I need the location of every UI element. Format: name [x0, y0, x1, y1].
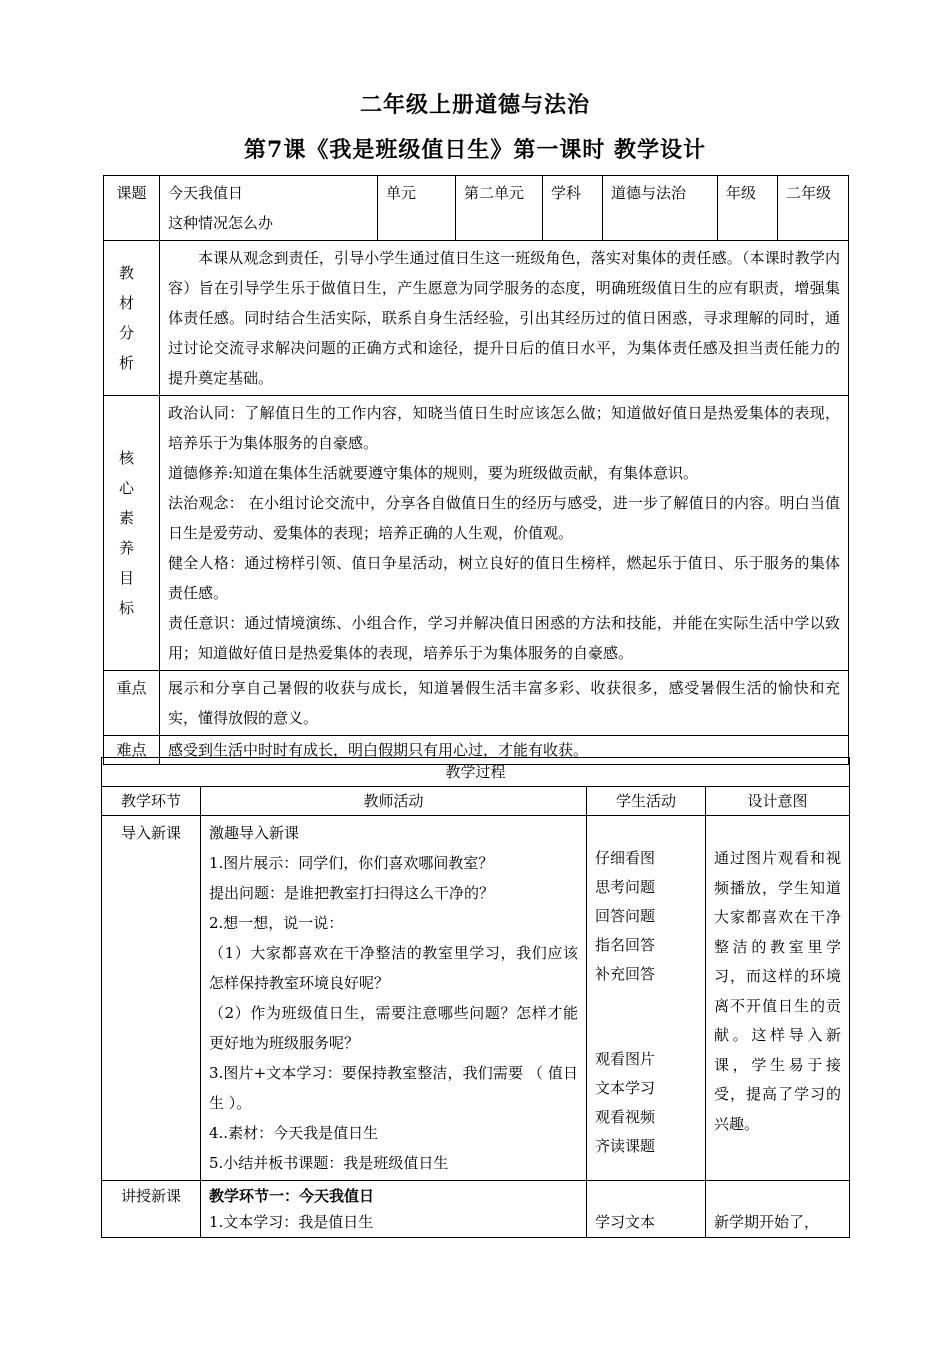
teacher-step: （1）大家都喜欢在干净整洁的教室里学习，我们应该怎样保持教室环境良好呢？ — [209, 944, 578, 992]
student-activity: 齐读课题 — [595, 1137, 656, 1155]
teacher-step: （2）作为班级值日生，需要注意哪些问题？怎样才能更好地为班级服务呢？ — [209, 1004, 578, 1052]
literacy-row — [104, 396, 849, 671]
analysis-label — [104, 241, 160, 396]
header-intent: 设计意图 — [706, 787, 850, 816]
subject-label: 学科 — [543, 176, 603, 241]
teacher-step: 1.图片展示：同学们，你们喜欢哪间教室？ — [209, 854, 494, 872]
spacer — [595, 1017, 697, 1045]
difficulty-label: 难点 — [104, 736, 160, 765]
subject-value: 道德与法治 — [603, 176, 718, 241]
student-activity: 观看图片 — [595, 1050, 656, 1068]
literacy-label — [104, 396, 160, 671]
teach-intent: 新学期开始了， — [706, 1181, 850, 1238]
header-teacher: 教师活动 — [201, 787, 587, 816]
literacy-label-line2: 素 养 — [118, 509, 144, 557]
key-point-label: 重点 — [104, 671, 160, 736]
teacher-step: 4..素材：今天我是值日生 — [209, 1124, 379, 1142]
teaching-process-table — [101, 757, 850, 1238]
process-header-row — [102, 787, 850, 816]
literacy-item: 责任意识：通过情境演练、小组合作，学习并解决值日困惑的方法和技能，并能在实际生活中学以致用；知道做好值日是热爱集体的表现，培养乐于为集体服务的自豪感。 — [168, 614, 840, 662]
unit-value: 第二单元 — [456, 176, 543, 241]
literacy-item: 道德修养:知道在集体生活就要遵守集体的规则，要为班级做贡献，有集体意识。 — [168, 464, 699, 482]
student-activity: 补充回答 — [595, 965, 656, 983]
key-point-row — [104, 671, 849, 736]
student-activity: 文本学习 — [595, 1079, 656, 1097]
teach-row — [102, 1181, 850, 1238]
unit-label: 单元 — [378, 176, 456, 241]
analysis-label-line1: 教 材 — [118, 264, 144, 312]
header-stage: 教学环节 — [102, 787, 201, 816]
literacy-label-line3: 目 标 — [118, 569, 144, 617]
teach-teacher — [201, 1181, 587, 1238]
intro-student — [587, 816, 706, 1181]
intro-teacher — [201, 816, 587, 1181]
info-row — [104, 176, 849, 241]
teach-stage: 讲授新课 — [102, 1181, 201, 1238]
grade-label: 年级 — [718, 176, 778, 241]
intro-intent: 通过图片观看和视频播放，学生知道大家都喜欢在干净整洁的教室里学习，而这样的环境离不开值日生的贡献。这样导入新课，学生易于接受，提高了学习的兴趣。 — [706, 816, 850, 1181]
intro-row — [102, 816, 850, 1181]
course-value — [160, 176, 378, 241]
literacy-text — [160, 396, 849, 671]
spacer — [595, 989, 697, 1017]
teacher-step: 5.小结并板书课题：我是班级值日生 — [209, 1154, 449, 1172]
intro-stage: 导入新课 — [102, 816, 201, 1181]
teacher-step: 1.文本学习：我是值日生 — [209, 1213, 374, 1231]
student-activity: 仔细看图 — [595, 849, 656, 867]
literacy-item: 政治认同：了解值日生的工作内容，知晓当值日生时应该怎么做；知道做好值日是热爱集体的表现，培养乐于为集体服务的自豪感。 — [168, 404, 840, 452]
teacher-step: 3.图片+文本学习：要保持教室整洁，我们需要 （ 值日生 ）。 — [209, 1064, 578, 1112]
student-activity: 观看视频 — [595, 1108, 656, 1126]
grade-value: 二年级 — [778, 176, 849, 241]
literacy-item: 法治观念： 在小组讨论交流中，分享各自做值日生的经历与感受，进一步了解值日的内容。明白当值日生是爱劳动、爱集体的表现；培养正确的人生观，价值观。 — [168, 494, 840, 542]
header-student: 学生活动 — [587, 787, 706, 816]
course-label: 课题 — [104, 176, 160, 241]
process-title-row — [102, 758, 850, 787]
difficulty-text: 感受到生活中时时有成长，明白假期只有用心过，才能有收获。 — [160, 736, 849, 765]
student-activity: 思考问题 — [595, 878, 656, 896]
lesson-info-table — [103, 175, 849, 765]
process-title: 教学过程 — [102, 758, 850, 787]
key-point-text: 展示和分享自己暑假的收获与成长，知道暑假生活丰富多彩、收获很多，感受暑假生活的愉快和充实，懂得放假的意义。 — [160, 671, 849, 736]
course-line2: 这种情况怎么办 — [168, 214, 274, 232]
course-line1: 今天我值日 — [168, 184, 244, 202]
lesson-title: 第7课《我是班级值日生》第一课时 教学设计 — [244, 137, 706, 163]
teacher-step: 2.想一想，说一说： — [209, 914, 344, 932]
document-title: 二年级上册道德与法治 — [359, 92, 590, 118]
analysis-row — [104, 241, 849, 396]
teacher-step: 激趣导入新课 — [209, 824, 300, 842]
teacher-step: 提出问题：是谁把教室打扫得这么干净的？ — [209, 884, 495, 902]
student-activity: 回答问题 — [595, 907, 656, 925]
teach-student: 学习文本 — [587, 1181, 706, 1238]
analysis-text: 本课从观念到责任，引导小学生通过值日生这一班级角色，落实对集体的责任感。（本课时教学内容）旨在引导学生乐于做值日生，产生愿意为同学服务的态度，明确班级值日生的应有职责，增强集体责任感。同时结合生活实际，联系自身生活经验，引出其经历过的值日困惑，寻求理解的同时，通过讨论交流寻求解决问题的正确方式和途径，提升日后的值日水平，为集体责任感及担当责任能力的提升奠定基础。 — [160, 241, 849, 396]
student-activity: 指名回答 — [595, 936, 656, 954]
teach-heading: 教学环节一：今天我值日 — [209, 1187, 375, 1205]
analysis-label-line2: 分 析 — [118, 324, 144, 372]
literacy-label-line1: 核 心 — [118, 449, 144, 497]
literacy-item: 健全人格：通过榜样引领、值日争星活动，树立良好的值日生榜样，燃起乐于值日、乐于服务的集体责任感。 — [168, 554, 840, 602]
